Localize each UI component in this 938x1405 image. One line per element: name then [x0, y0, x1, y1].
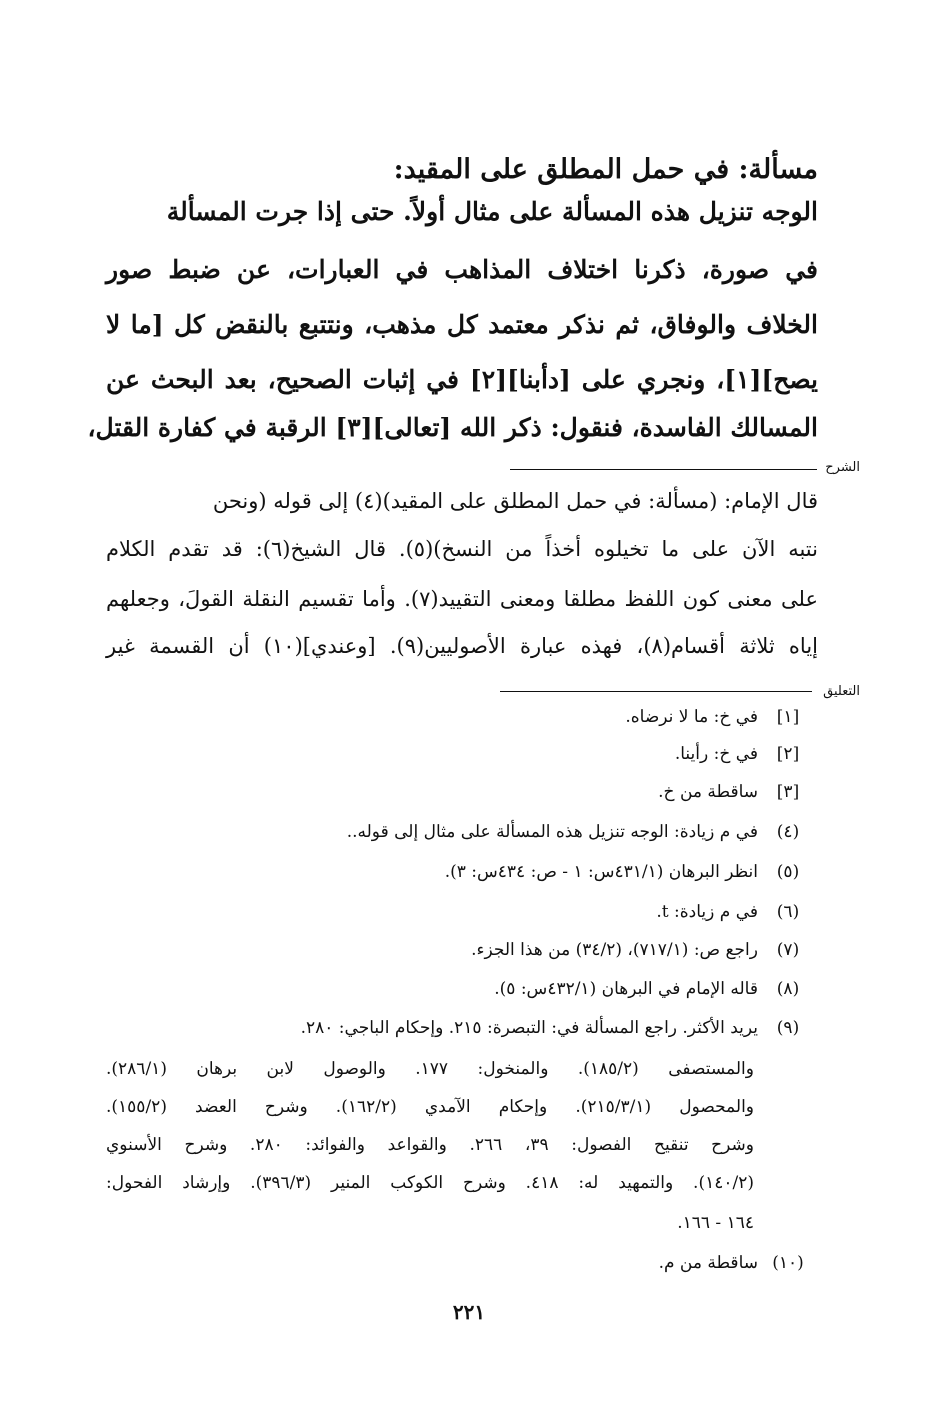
footnote — [106, 700, 818, 734]
footnote-number: [٣] — [776, 782, 800, 802]
footnote-number: (٨) — [776, 979, 800, 999]
footnote-text: في م زيادة: t. — [656, 902, 758, 922]
footnote-continuation: وشرح تنقيح الفصول: ٣٩، ٢٦٦. والقواعد والفوائد: ٢٨٠. وشرح الأسنوي — [106, 1135, 754, 1155]
sharh-divider — [510, 469, 817, 470]
footnote — [106, 1011, 818, 1045]
footnote-number: (٧) — [776, 940, 800, 960]
section-heading: مسألة: في حمل المطلق على المقيد: — [393, 154, 818, 185]
footnote-continuation: (١٤٠/٢). والتمهيد له: ٤١٨. وشرح الكوكب المنير (٣٩٦/٣). وإرشاد الفحول: — [106, 1173, 754, 1193]
footnote — [106, 815, 818, 849]
footnote — [106, 933, 818, 967]
sharh-text-line: نتبه الآن على ما تخيلوه أخذاً من النسخ)(٥). قال الشيخ(٦): قد تقدم الكلام — [106, 537, 818, 561]
footnote — [106, 775, 818, 809]
main-text-line: في صورة، ذكرنا اختلاف المذاهب في العبارات، عن ضبط صور — [106, 255, 818, 284]
main-text-line: الخلاف والوفاق، ثم نذكر معتمد كل مذهب، ونتتبع بالنقض كل [ما لا — [106, 310, 818, 339]
footnote-number: [٢] — [776, 744, 800, 764]
footnote — [106, 737, 818, 771]
footnote-number: [١] — [776, 707, 800, 727]
footnote-number: (٥) — [776, 862, 800, 882]
footnote-number: (٦) — [776, 902, 800, 922]
main-text-line: الوجه تنزيل هذه المسألة على مثال أولاً. حتى إذا جرت المسألة — [166, 197, 818, 226]
sharh-label: الشرح — [825, 460, 860, 475]
taliq-divider — [500, 691, 812, 692]
footnote-number: (٤) — [776, 822, 800, 842]
footnote — [106, 855, 818, 889]
footnote-text: قاله الإمام في البرهان (٤٣٢/١س: ٥). — [494, 979, 758, 999]
page-number: ٢٢١ — [452, 1300, 486, 1324]
footnote-text: يريد الأكثر. راجع المسألة في: التبصرة: ٢١٥. وإحكام الباجي: ٢٨٠. — [300, 1018, 758, 1038]
footnote-text: في م زيادة: الوجه تنزيل هذه المسألة على مثال إلى قوله.. — [346, 822, 758, 842]
footnote-text: راجع ص: (٧١٧/١)، (٣٤/٢) من هذا الجزء. — [471, 940, 758, 960]
footnote-text: في خ: رأينا. — [674, 744, 758, 764]
footnote-text: ساقطة من خ. — [658, 782, 758, 802]
footnote-continuation: ١٦٤ - ١٦٦. — [677, 1213, 754, 1233]
taliq-label: التعليق — [823, 684, 860, 699]
sharh-text-line: قال الإمام: (مسألة: في حمل المطلق على المقيد)(٤) إلى قوله (ونحن — [212, 489, 818, 513]
footnote-text: انظر البرهان (٤٣١/١س: ١ - ص: ٤٣٤س: ٣). — [444, 862, 758, 882]
footnote-text: ساقطة من م. — [658, 1253, 758, 1273]
sharh-text-line: على معنى كون اللفظ مطلقا ومعنى التقييد(٧). وأما تقسيم النقلة القولَ، وجعلهم — [106, 587, 818, 611]
footnote — [106, 895, 818, 929]
footnote-continuation: والمستصفى (١٨٥/٢). والمنخول: ١٧٧. والوصول لابن برهان (٢٨٦/١). — [106, 1059, 754, 1079]
footnote — [106, 972, 818, 1006]
footnote-continuation: والمحصول (٢١٥/٣/١). وإحكام الآمدي (١٦٢/٢). وشرح العضد (١٥٥/٢). — [106, 1097, 755, 1117]
main-text-line: المسالك الفاسدة، فنقول: ذكر الله [تعالى][٣] الرقبة في كفارة القتل، — [87, 413, 818, 442]
main-text-line: يصح][١]، ونجري على [دأبنا][٢] في إثبات الصحيح، بعد البحث عن — [106, 365, 818, 394]
footnote-number: (٩) — [776, 1018, 800, 1038]
footnote — [106, 1246, 818, 1280]
footnote-text: في خ: ما لا نرضاه. — [625, 707, 758, 727]
footnote-number: (١٠) — [772, 1253, 804, 1273]
sharh-text-line: إياه ثلاثة أقسام(٨)، فهذه عبارة الأصوليين(٩). [وعندي](١٠) أن القسمة غير — [106, 634, 819, 658]
